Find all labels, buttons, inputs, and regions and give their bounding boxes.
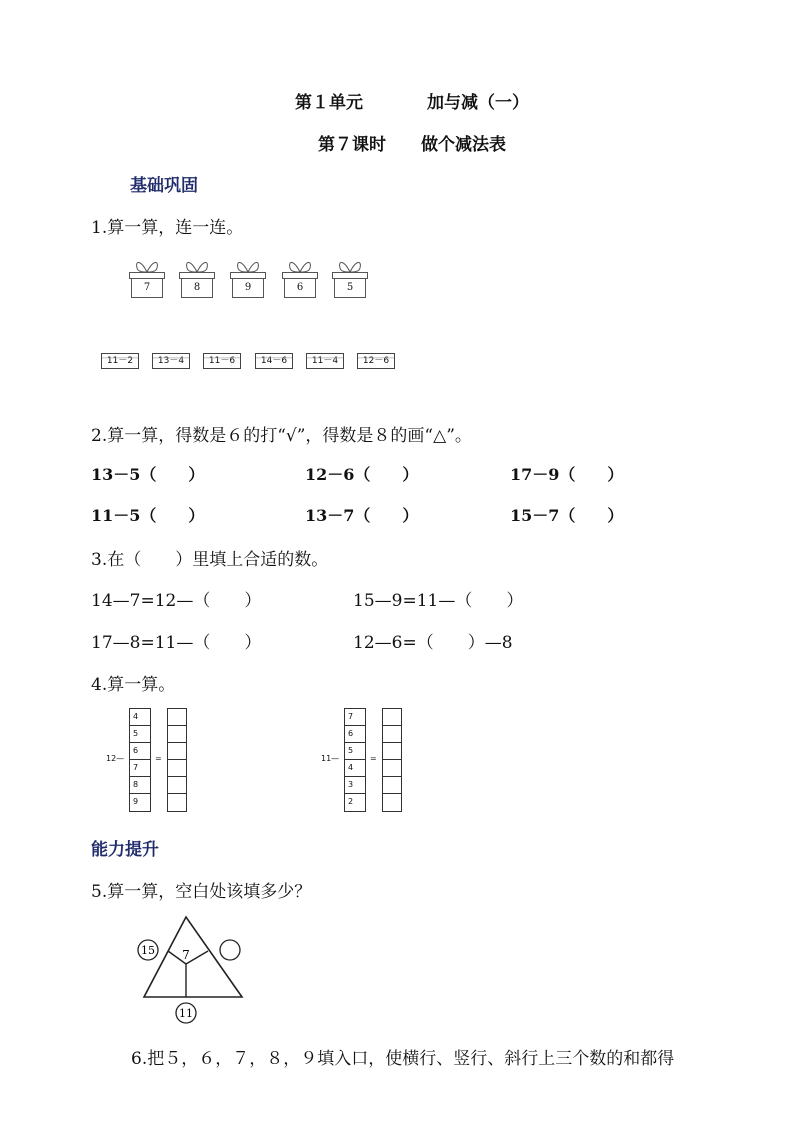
q2-item: 13－7（ ）	[305, 506, 419, 525]
question-1: 1.算一算，连一连。	[91, 218, 244, 238]
q4-value: 2	[348, 797, 354, 806]
envelope-card: 11－6	[203, 353, 241, 369]
envelope-card: 12－6	[357, 353, 395, 369]
lesson-title: 做个减法表	[421, 135, 506, 155]
q3-item: 17—8=11—（ ）	[91, 633, 262, 653]
section-advanced: 能力提升	[91, 840, 159, 860]
q4-value: 3	[345, 777, 365, 794]
circle-blank	[220, 940, 240, 960]
q4-right-answers[interactable]	[382, 708, 402, 812]
q3-item: 15—9=11—（ ）	[353, 591, 524, 611]
envelope-card: 14－6	[255, 353, 293, 369]
q3-item: 12—6=（ ）—8	[353, 633, 513, 653]
q4-value: 7	[130, 760, 150, 777]
section-basic: 基础巩固	[130, 176, 198, 196]
q4-left-equals: =	[155, 754, 162, 763]
q4-value: 9	[133, 797, 139, 806]
gift-box	[129, 258, 165, 298]
circle-left: 15	[141, 944, 155, 957]
lesson-label: 第７课时	[318, 135, 386, 155]
q2-item: 13－5（ ）	[91, 465, 205, 484]
gift-number: 6	[284, 278, 316, 298]
question-5: 5.算一算，空白处该填多少？	[91, 882, 312, 902]
q4-left-minuend: 12—	[106, 754, 125, 763]
triangle-center: 7	[182, 948, 190, 962]
q4-value: 4	[130, 709, 150, 726]
q4-value: 5	[345, 743, 365, 760]
q4-value: 6	[130, 743, 150, 760]
q4-value: 6	[345, 726, 365, 743]
triangle-figure	[130, 912, 250, 1027]
envelope-card: 11－2	[101, 353, 139, 369]
q2-item: 17－9（ ）	[510, 465, 624, 484]
question-4: 4.算一算。	[91, 675, 176, 695]
q4-right-minuend: 11—	[321, 754, 340, 763]
q2-item: 15－7（ ）	[510, 506, 624, 525]
q3-item: 14—7=12—（ ）	[91, 591, 262, 611]
q2-item: 12－6（ ）	[305, 465, 419, 484]
q4-value: 5	[130, 726, 150, 743]
q4-right-values	[344, 708, 366, 812]
envelope-card: 13－4	[152, 353, 190, 369]
unit-title: 加与减（一）	[427, 93, 529, 113]
gift-number: 5	[334, 278, 366, 298]
gift-box	[332, 258, 368, 298]
q4-value: 4	[345, 760, 365, 777]
gift-box	[230, 258, 266, 298]
gift-box	[282, 258, 318, 298]
question-6: 6.把５，６，７，８，９填入口，使横行、竖行、斜行上三个数的和都得	[131, 1049, 675, 1069]
q4-left-values	[129, 708, 151, 812]
gift-number: 7	[131, 278, 163, 298]
q4-value: 8	[130, 777, 150, 794]
q2-item: 11－5（ ）	[91, 506, 205, 525]
question-3: 3.在（ ）里填上合适的数。	[91, 550, 329, 570]
q4-right-equals: =	[370, 754, 377, 763]
gift-number: 8	[181, 278, 213, 298]
question-2: 2.算一算，得数是６的打“√”，得数是８的画“△”。	[91, 426, 472, 446]
q4-value: 7	[345, 709, 365, 726]
envelope-card: 11－4	[306, 353, 344, 369]
circle-bottom: 11	[179, 1007, 193, 1020]
unit-label: 第１单元	[295, 93, 363, 113]
gift-number: 9	[232, 278, 264, 298]
q4-left-answers[interactable]	[167, 708, 187, 812]
gift-box	[179, 258, 215, 298]
